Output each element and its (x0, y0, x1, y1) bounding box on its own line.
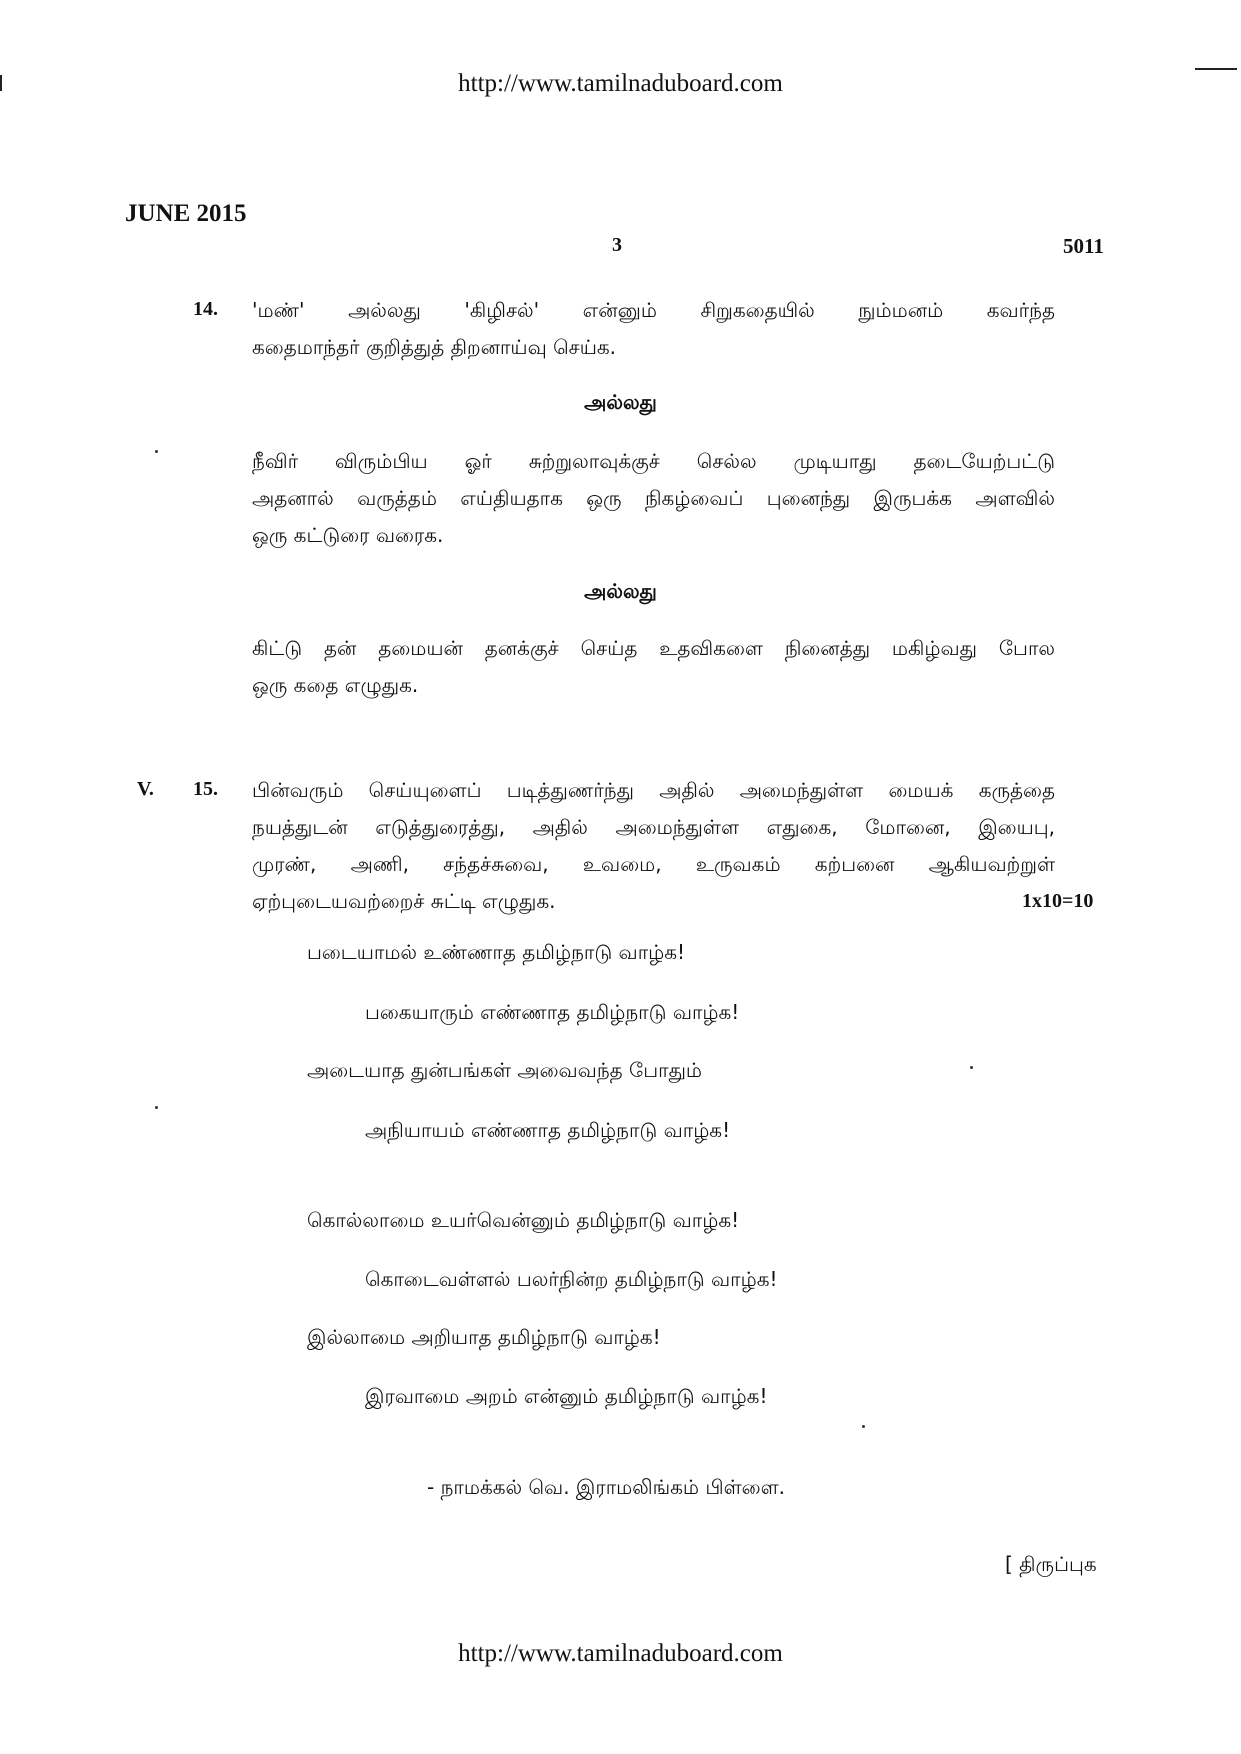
header-url: http://www.tamilnaduboard.com (458, 70, 783, 97)
scan-speck (155, 1106, 158, 1109)
turn-over-note: [ திருப்புக (1005, 1552, 1097, 1576)
alt2-line-2: ஒரு கதை எழுதுக. (252, 673, 419, 697)
exam-session: JUNE 2015 (125, 200, 247, 227)
poem-line-8: இரவாமை அறம் என்னும் தமிழ்நாடு வாழ்க! (365, 1384, 768, 1408)
poem-line-6: கொடைவள்ளல் பலர்நின்ற தமிழ்நாடு வாழ்க! (365, 1267, 778, 1291)
poem-line-4: அநியாயம் எண்ணாத தமிழ்நாடு வாழ்க! (365, 1118, 731, 1142)
question-14-text-line-2: கதைமாந்தர் குறித்துத் திறனாய்வு செய்க. (252, 335, 617, 359)
alt1-line-3: ஒரு கட்டுரை வரைக. (252, 523, 444, 547)
question-15-text-line-2: நயத்துடன் எடுத்துரைத்து, அதில் அமைந்துள்ள எதுகை, மோனை, இயைபு, (252, 815, 1055, 839)
corner-line (1195, 68, 1237, 70)
scan-speck (155, 450, 158, 453)
or-label-1: அல்லது (584, 390, 657, 414)
poem-line-3: அடையாத துன்பங்கள் அவைவந்த போதும் (307, 1058, 703, 1082)
question-14-text-line-1: 'மண்' அல்லது 'கிழிசல்' என்னும் சிறுகதையில் நும்மனம் கவர்ந்த (252, 298, 1055, 322)
paper-code: 5011 (1063, 234, 1104, 258)
scan-speck (970, 1066, 973, 1069)
question-14-number: 14. (193, 298, 218, 320)
poem-line-2: பகையாரும் எண்ணாத தமிழ்நாடு வாழ்க! (365, 1000, 740, 1024)
poet-attribution: - நாமக்கல் வெ. இராமலிங்கம் பிள்ளை. (427, 1475, 785, 1499)
question-15-text-line-4: ஏற்புடையவற்றைச் சுட்டி எழுதுக. (252, 889, 556, 913)
question-15-text-line-3: முரண், அணி, சந்தச்சுவை, உவமை, உருவகம் கற்பனை ஆகியவற்றுள் (252, 852, 1055, 876)
alt2-line-1: கிட்டு தன் தமையன் தனக்குச் செய்த உதவிகளை நினைத்து மகிழ்வது போல (252, 636, 1055, 660)
poem-line-1: படையாமல் உண்ணாத தமிழ்நாடு வாழ்க! (307, 940, 686, 964)
left-edge-mark (0, 75, 2, 91)
footer-url: http://www.tamilnaduboard.com (458, 1640, 783, 1667)
page-number: 3 (612, 234, 622, 256)
poem-line-5: கொல்லாமை உயர்வென்னும் தமிழ்நாடு வாழ்க! (307, 1208, 740, 1232)
scan-speck (862, 1425, 865, 1428)
alt1-line-1: நீவிர் விரும்பிய ஓர் சுற்றுலாவுக்குச் செல்ல முடியாது தடையேற்பட்டு (252, 449, 1055, 473)
question-15-number: 15. (193, 778, 218, 800)
alt1-line-2: அதனால் வருத்தம் எய்தியதாக ஒரு நிகழ்வைப் புனைந்து இருபக்க அளவில் (252, 486, 1055, 510)
question-15-marks: 1x10=10 (1022, 890, 1094, 912)
section-v-label: V. (137, 778, 154, 800)
question-15-text-line-1: பின்வரும் செய்யுளைப் படித்துணர்ந்து அதில் அமைந்துள்ள மையக் கருத்தை (252, 778, 1055, 802)
or-label-2: அல்லது (584, 579, 657, 603)
poem-line-7: இல்லாமை அறியாத தமிழ்நாடு வாழ்க! (307, 1325, 661, 1349)
